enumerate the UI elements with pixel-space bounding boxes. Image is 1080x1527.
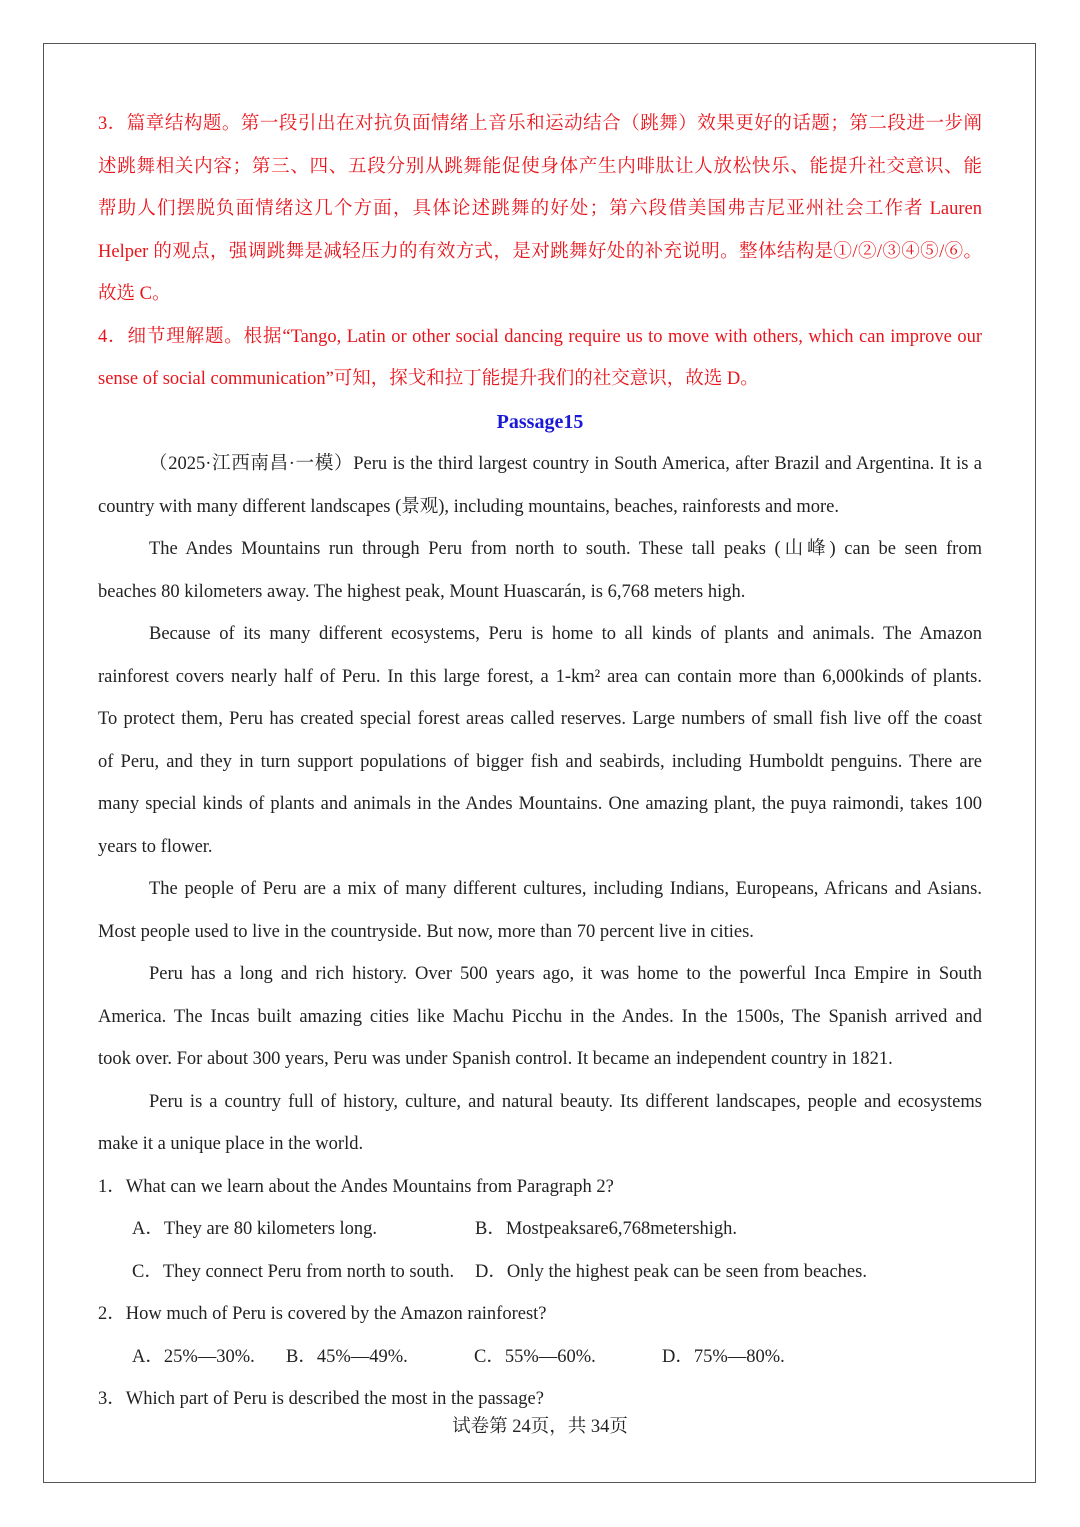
question-1-options-row-1 [98,1208,982,1251]
paragraph-4-line-2: Most people used to live in the countryside. But now, more than 70 percent live in cities. [98,921,754,942]
answer-3-line-4: Helper 的观点，强调跳舞是减轻压力的有效方式，是对跳舞好处的补充说明。整体结构是①/②/③④⑤/⑥。 [98,241,982,262]
paragraph-1-line-2: country with many different landscapes (景观), including mountains, beaches, rainforests and more. [98,496,839,517]
question-1-option-a: A．They are 80 kilometers long. [132,1219,378,1239]
question-1-option-c: C．They connect Peru from north to south. [132,1261,455,1282]
question-1-option-d: D．Only the highest peak can be seen from beaches. [475,1261,867,1282]
paragraph-2-line-2: beaches 80 kilometers away. The highest peak, Mount Huascarán, is 6,768 meters high. [98,581,746,602]
paragraph-3-line-2: rainforest covers nearly half of Peru. In this large forest, a 1-km² area can contain more than 6,000kinds of plants. [98,666,982,687]
question-2-option-b: B．45%—49%. [286,1346,408,1367]
question-2-option-d: D．75%—80%. [662,1346,785,1367]
paragraph-3-line-4: of Peru, and they in turn support populations of bigger fish and seabirds, including Humboldt penguins. There are [98,751,982,772]
paragraph-3-line-3: To protect them, Peru has created special forest areas called reserves. Large numbers of small fish live off the coast [98,709,982,729]
paragraph-1-line-1: （2025·江西南昌·一模）Peru is the third largest country in South America, after Brazil and Argentina. It is a [149,454,982,474]
question-1-options-row-2 [98,1251,982,1294]
paragraph-5-line-2: America. The Incas built amazing cities like Machu Picchu in the Andes. In the 1500s, The Spanish arrived and [98,1006,982,1027]
answer-4-line-1: 4．细节理解题。根据“Tango, Latin or other social dancing require us to move with others, which can improve our [98,326,982,347]
paragraph-3-line-5: many special kinds of plants and animals in the Andes Mountains. One amazing plant, the puya raimondi, takes 100 [98,794,982,814]
paragraph-6-line-1: Peru is a country full of history, culture, and natural beauty. Its different landscapes, people and ecosystems [149,1091,982,1112]
paragraph-6-line-2: make it a unique place in the world. [98,1134,364,1154]
question-3-stem: 3．Which part of Peru is described the most in the passage? [98,1389,544,1409]
question-1-stem: 1．What can we learn about the Andes Mountains from Paragraph 2? [98,1176,614,1197]
paragraph-4-line-1: The people of Peru are a mix of many different cultures, including Indians, Europeans, Africans and Asians. [149,879,982,899]
answer-3-line-2: 述跳舞相关内容；第三、四、五段分别从跳舞能促使身体产生内啡肽让人放松快乐、能提升社交意识、能 [98,156,982,177]
paragraph-5-line-1: Peru has a long and rich history. Over 500 years ago, it was home to the powerful Inca Empire in South [149,964,982,984]
answer-3-line-3: 帮助人们摆脱负面情绪这几个方面，具体论述跳舞的好处；第六段借美国弗吉尼亚州社会工作者 Lauren [98,199,982,219]
passage-title: Passage15 [496,410,584,433]
question-2-stem: 2．How much of Peru is covered by the Amazon rainforest? [98,1304,547,1324]
paragraph-2-line-1: The Andes Mountains run through Peru from north to south. These tall peaks (山峰) can be seen from [149,539,982,559]
question-2-options [98,1336,982,1379]
paragraph-3-line-6: years to flower. [98,836,213,857]
question-2-option-a: A．25%—30%. [132,1346,255,1367]
page-content [98,103,982,1421]
question-1-option-b: B．Mostpeaksare6,768metershigh. [475,1219,738,1239]
page-footer: 试卷第 24页，共 34页 [452,1417,628,1437]
answer-4-line-2: sense of social communication”可知，探戈和拉丁能提升我们的社交意识，故选 D。 [98,369,759,389]
answer-3-line-5: 故选 C。 [98,284,171,304]
answer-3-line-1: 3．篇章结构题。第一段引出在对抗负面情绪上音乐和运动结合（跳舞）效果更好的话题；第二段进一步阐 [98,114,982,134]
question-2-option-c: C．55%—60%. [474,1346,596,1367]
paragraph-3-line-1: Because of its many different ecosystems, Peru is home to all kinds of plants and animals. The Amazon [149,624,982,644]
paragraph-5-line-3: took over. For about 300 years, Peru was under Spanish control. It became an independent country in 1821. [98,1049,893,1069]
